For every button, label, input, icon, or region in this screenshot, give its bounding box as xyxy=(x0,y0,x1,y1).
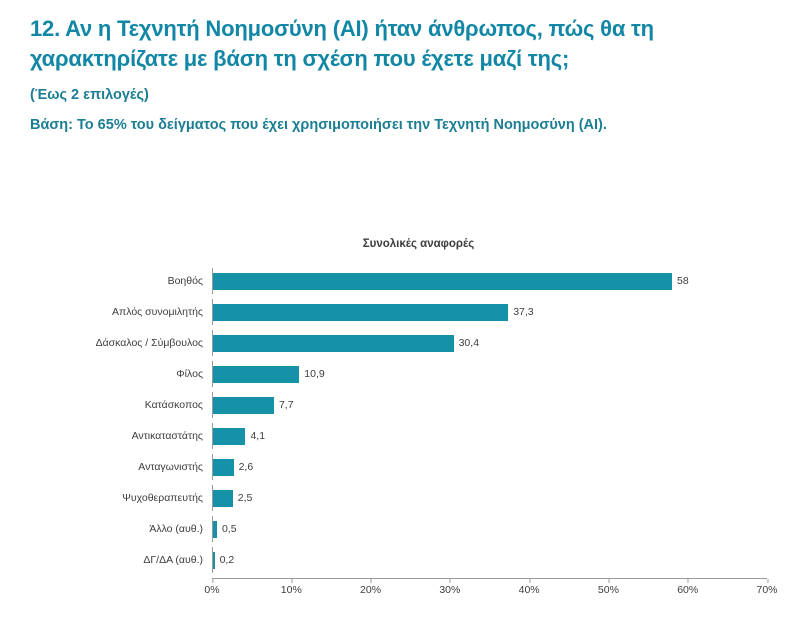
bar-category-label: Κατάσκοπος xyxy=(144,399,203,411)
chart-plot-area xyxy=(30,268,767,573)
bar-category-label: Βοηθός xyxy=(167,275,203,287)
bar xyxy=(213,273,672,290)
bar-track xyxy=(212,516,767,542)
bar xyxy=(213,428,245,445)
chart-bar-row xyxy=(30,392,767,418)
chart-bar-row xyxy=(30,454,767,480)
bar-category-label: Ψυχοθεραπευτής xyxy=(122,492,203,504)
axis-tick: 30% xyxy=(439,579,460,596)
bar-value-label: 7,7 xyxy=(278,399,294,411)
bar-category-label: Απλός συνομιλητής xyxy=(112,306,203,318)
bar xyxy=(213,521,217,538)
question-instruction: (Έως 2 επιλογές) xyxy=(30,87,149,104)
bar-value-label: 30,4 xyxy=(458,337,480,349)
bar-value-label: 2,6 xyxy=(238,461,254,473)
bar xyxy=(213,335,454,352)
bar xyxy=(213,459,234,476)
chart-x-axis xyxy=(30,578,778,601)
bar xyxy=(213,552,215,569)
chart-bar-row xyxy=(30,423,767,449)
bar-category-label: Αντικαταστάτης xyxy=(131,430,203,442)
bar-category-label: Άλλο (αυθ.) xyxy=(149,523,203,535)
bar-value-label: 0,2 xyxy=(219,554,235,566)
bar-category-label: Δάσκαλος / Σύμβουλος xyxy=(95,337,203,349)
axis-tick: 20% xyxy=(360,579,381,596)
bar xyxy=(213,366,299,383)
bar-category-label: ΔΓ/ΔΑ (αυθ.) xyxy=(143,554,203,566)
chart-bar-row xyxy=(30,330,767,356)
axis-tick: 40% xyxy=(519,579,540,596)
bar-value-label: 58 xyxy=(677,275,689,287)
bar-value-label: 37,3 xyxy=(513,306,534,318)
chart-bar-row xyxy=(30,516,767,542)
bar-track xyxy=(212,299,767,325)
axis-spacer xyxy=(30,578,212,601)
bar-track xyxy=(212,330,767,356)
bar-track xyxy=(212,423,767,449)
bar-track xyxy=(212,268,767,294)
axis-tick: 70% xyxy=(756,579,777,596)
axis-tick: 50% xyxy=(598,579,619,596)
axis-tick: 60% xyxy=(677,579,698,596)
bar-category-label: Ανταγωνιστής xyxy=(138,461,203,473)
page-title: 12. Αν η Τεχνητή Νοημοσύνη (AI) ήταν άνθρωπος, πώς θα τη χαρακτηρίζατε με βάση τη σχέση που έχετε μαζί της; xyxy=(30,16,654,71)
bar-value-label: 4,1 xyxy=(250,430,266,442)
bar-value-label: 2,5 xyxy=(237,492,253,504)
bar-track xyxy=(212,485,767,511)
bar-category-label: Φίλος xyxy=(176,368,203,380)
bar-track xyxy=(212,547,767,573)
chart-title: Συνολικές αναφορές xyxy=(362,238,475,250)
bar-track xyxy=(212,392,767,418)
bar-value-label: 0,5 xyxy=(221,523,237,535)
chart-bar-row xyxy=(30,547,767,573)
bar xyxy=(213,397,274,414)
chart-bar-row xyxy=(30,299,767,325)
question-base: Βάση: Το 65% του δείγματος που έχει χρησιμοποιήσει την Τεχνητή Νοημοσύνη (ΑΙ). xyxy=(30,117,607,134)
chart xyxy=(30,238,778,618)
bar xyxy=(213,490,233,507)
bar-value-label: 10,9 xyxy=(304,368,325,380)
bar-track xyxy=(212,361,767,387)
axis-line xyxy=(204,578,778,601)
chart-bar-row xyxy=(30,361,767,387)
chart-bar-row xyxy=(30,485,767,511)
axis-tick: 0% xyxy=(204,579,219,596)
chart-bar-row xyxy=(30,268,767,294)
bar-track xyxy=(212,454,767,480)
bar xyxy=(213,304,508,321)
axis-tick: 10% xyxy=(281,579,302,596)
